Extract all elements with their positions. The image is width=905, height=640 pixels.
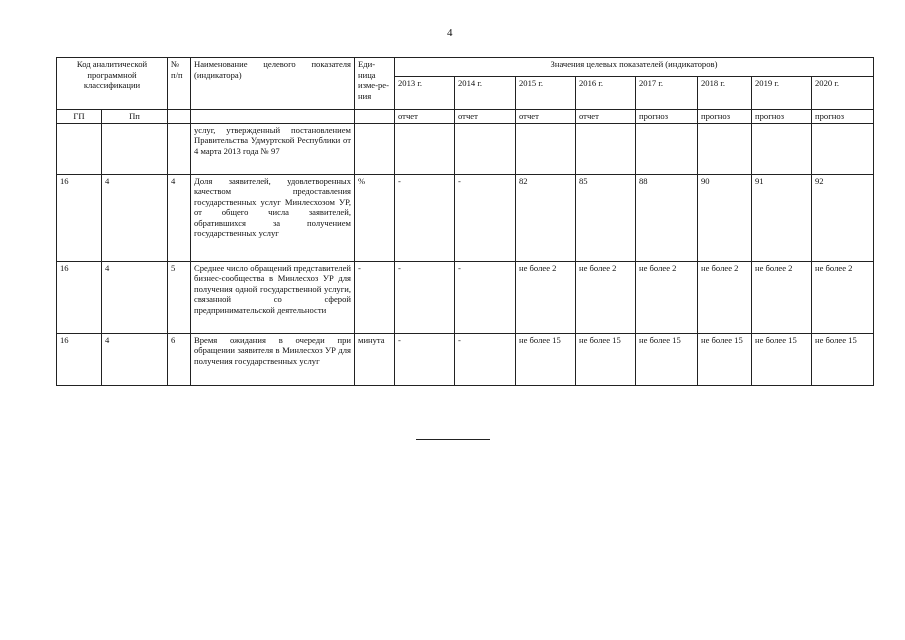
kind-2016: отчет xyxy=(576,110,636,124)
row-value: не более 15 xyxy=(752,333,812,385)
row-gp: 16 xyxy=(57,261,102,333)
kind-2013: отчет xyxy=(395,110,455,124)
table-row xyxy=(57,261,874,333)
header-code: Код аналитической программной классификации xyxy=(57,58,168,110)
row-value: не более 2 xyxy=(698,261,752,333)
kind-2017: прогноз xyxy=(636,110,698,124)
year-2015: 2015 г. xyxy=(516,77,576,110)
row-value: не более 2 xyxy=(636,261,698,333)
row-value: не более 2 xyxy=(812,261,874,333)
row-gp: 16 xyxy=(57,174,102,261)
row-unit: - xyxy=(355,261,395,333)
row-value: не более 15 xyxy=(636,333,698,385)
indicators-table xyxy=(56,57,874,386)
row-value: - xyxy=(455,174,516,261)
row-value xyxy=(636,123,698,174)
row-value: не более 15 xyxy=(812,333,874,385)
year-2013: 2013 г. xyxy=(395,77,455,110)
kind-2019: прогноз xyxy=(752,110,812,124)
header-unit: Еди-ница изме-ре-ния xyxy=(355,58,395,110)
row-value xyxy=(698,123,752,174)
header-values: Значения целевых показателей (индикаторов) xyxy=(395,58,874,77)
row-num: 4 xyxy=(168,174,191,261)
header-num: № п/п xyxy=(168,58,191,110)
year-2016: 2016 г. xyxy=(576,77,636,110)
row-name: услуг, утвержденный постановлением Правительства Удмуртской Республики от 4 марта 2013 года № 97 xyxy=(191,123,355,174)
row-value: 82 xyxy=(516,174,576,261)
row-num xyxy=(168,123,191,174)
year-2018: 2018 г. xyxy=(698,77,752,110)
row-value: не более 2 xyxy=(516,261,576,333)
row-value: - xyxy=(455,333,516,385)
row-name: Время ожидания в очереди при обращении заявителя в Минлесхоз УР для получения государственных услуг xyxy=(191,333,355,385)
row-name: Среднее число обращений представителей бизнес-сообщества в Минлесхоз УР для получения одной государственной услуги, связанной со сферой предпринимательской деятельности xyxy=(191,261,355,333)
row-value: 88 xyxy=(636,174,698,261)
row-value xyxy=(576,123,636,174)
row-pp: 4 xyxy=(102,174,168,261)
row-value: 85 xyxy=(576,174,636,261)
kind-2014: отчет xyxy=(455,110,516,124)
table-row xyxy=(57,333,874,385)
year-2019: 2019 г. xyxy=(752,77,812,110)
row-value xyxy=(812,123,874,174)
row-value: 92 xyxy=(812,174,874,261)
row-value: не более 15 xyxy=(576,333,636,385)
row-gp: 16 xyxy=(57,333,102,385)
row-name: Доля заявителей, удовлетворенных качеством предоставления государственных услуг Минлесхозом УР, от общего числа заявителей, обратившихся за получением государственных услуг xyxy=(191,174,355,261)
year-2014: 2014 г. xyxy=(455,77,516,110)
row-value: не более 15 xyxy=(698,333,752,385)
row-value: - xyxy=(395,333,455,385)
row-unit xyxy=(355,123,395,174)
kind-2018: прогноз xyxy=(698,110,752,124)
row-value: не более 15 xyxy=(516,333,576,385)
row-unit: минута xyxy=(355,333,395,385)
header-name: Наименование целевого показателя (индикатора) xyxy=(191,58,355,110)
header-pp: Пп xyxy=(102,110,168,124)
row-unit: % xyxy=(355,174,395,261)
kind-2015: отчет xyxy=(516,110,576,124)
row-pp xyxy=(102,123,168,174)
row-value xyxy=(516,123,576,174)
year-2020: 2020 г. xyxy=(812,77,874,110)
row-pp: 4 xyxy=(102,333,168,385)
row-value xyxy=(455,123,516,174)
row-value: не более 2 xyxy=(576,261,636,333)
kind-2020: прогноз xyxy=(812,110,874,124)
row-value: 90 xyxy=(698,174,752,261)
row-value: не более 2 xyxy=(752,261,812,333)
row-value xyxy=(752,123,812,174)
row-pp: 4 xyxy=(102,261,168,333)
row-gp xyxy=(57,123,102,174)
header-gp: ГП xyxy=(57,110,102,124)
row-value: - xyxy=(395,261,455,333)
row-value: - xyxy=(455,261,516,333)
table-row xyxy=(57,123,874,174)
table-row xyxy=(57,174,874,261)
row-value: - xyxy=(395,174,455,261)
row-value: 91 xyxy=(752,174,812,261)
row-num: 6 xyxy=(168,333,191,385)
page-number: 4 xyxy=(447,27,453,39)
year-2017: 2017 г. xyxy=(636,77,698,110)
footer-divider xyxy=(416,439,490,440)
row-value xyxy=(395,123,455,174)
row-num: 5 xyxy=(168,261,191,333)
